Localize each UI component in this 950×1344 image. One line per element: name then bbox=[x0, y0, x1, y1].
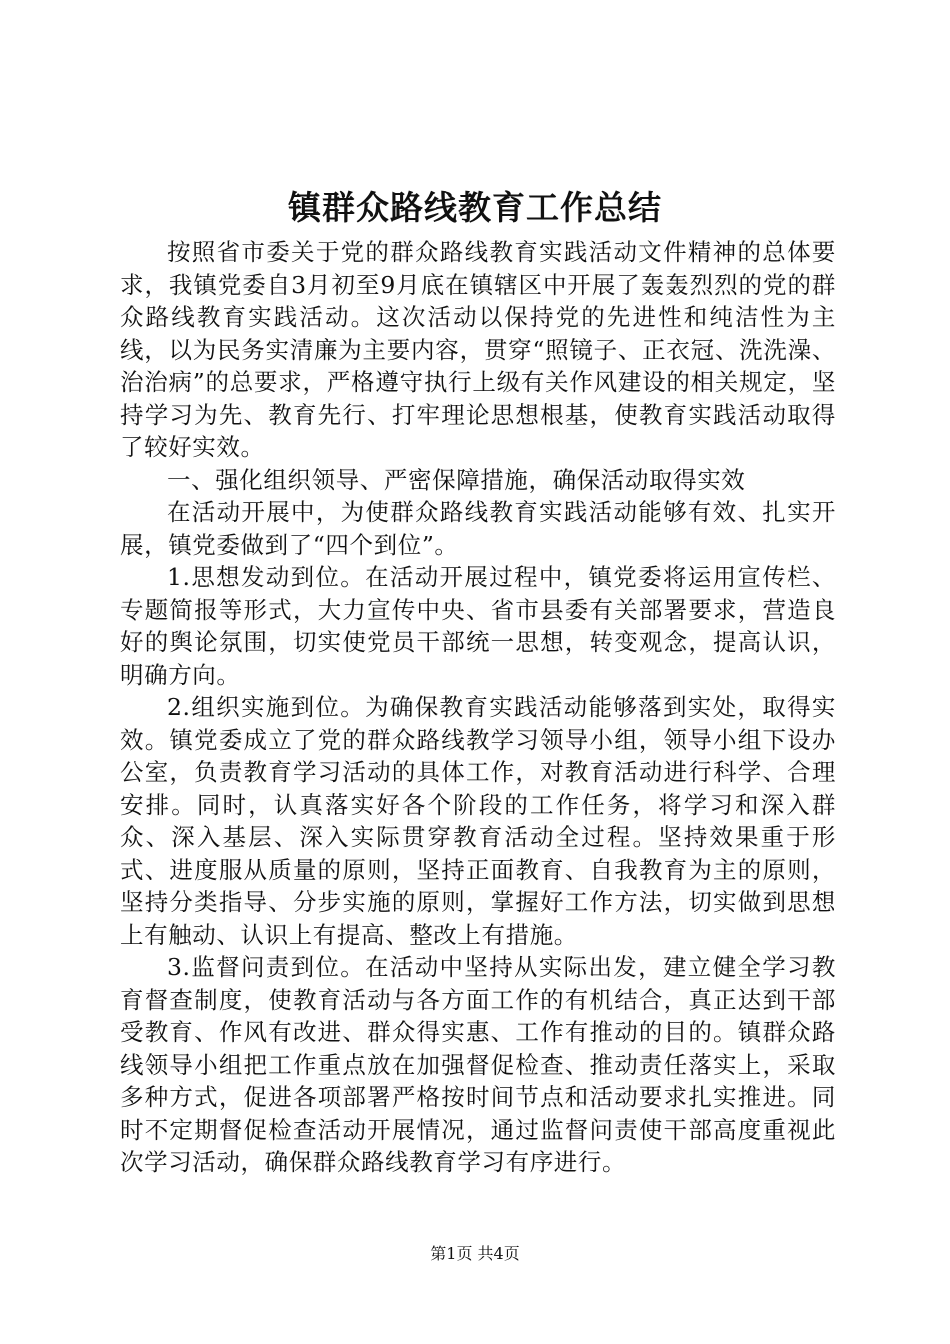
document-title: 镇群众路线教育工作总结 bbox=[288, 188, 662, 227]
item-1-paragraph: 1.思想发动到位。在活动开展过程中，镇党委将运用宣传栏、专题简报等形式，大力宣传中央、省市县委有关部署要求，营造良好的舆论氛围，切实使党员干部统一思想，转变观念，提高认识，明确方向。 bbox=[120, 563, 836, 689]
document-body bbox=[120, 236, 836, 1179]
page-number-footer: 第1页 共4页 bbox=[430, 1244, 520, 1263]
item-2-paragraph: 2.组织实施到位。为确保教育实践活动能够落到实处，取得实效。镇党委成立了党的群众路线教学习领导小组，领导小组下设办公室，负责教育学习活动的具体工作，对教育活动进行科学、合理安排。同时，认真落实好各个阶段的工作任务，将学习和深入群众、深入基层、深入实际贯穿教育活动全过程。坚持效果重于形式、进度服从质量的原则，坚持正面教育、自我教育为主的原则，坚持分类指导、分步实施的原则，掌握好工作方法，切实做到思想上有触动、认识上有提高、整改上有措施。 bbox=[120, 693, 836, 949]
item-3-paragraph: 3.监督问责到位。在活动中坚持从实际出发，建立健全学习教育督查制度，使教育活动与各方面工作的有机结合，真正达到干部受教育、作风有改进、群众得实惠、工作有推动的目的。镇群众路线领导小组把工作重点放在加强督促检查、推动责任落实上，采取多种方式，促进各项部署严格按时间节点和活动要求扎实推进。同时不定期督促检查活动开展情况，通过监督问责使干部高度重视此次学习活动，确保群众路线教育学习有序进行。 bbox=[120, 953, 836, 1176]
section-heading-1: 一、强化组织领导、严密保障措施，确保活动取得实效 bbox=[167, 465, 746, 494]
intro-paragraph: 按照省市委关于党的群众路线教育实践活动文件精神的总体要求，我镇党委自3月初至9月底在镇辖区中开展了轰轰烈烈的党的群众路线教育实践活动。这次活动以保持党的先进性和纯洁性为主线，以为民务实清廉为主要内容，贯穿“照镜子、正衣冠、洗洗澡、治治病”的总要求，严格遵守执行上级有关作风建设的相关规定，坚持学习为先、教育先行、打牢理论思想根基，使教育实践活动取得了较好实效。 bbox=[120, 238, 836, 461]
section-1-intro-paragraph: 在活动开展中，为使群众路线教育实践活动能够有效、扎实开展，镇党委做到了“四个到位”。 bbox=[120, 498, 836, 559]
